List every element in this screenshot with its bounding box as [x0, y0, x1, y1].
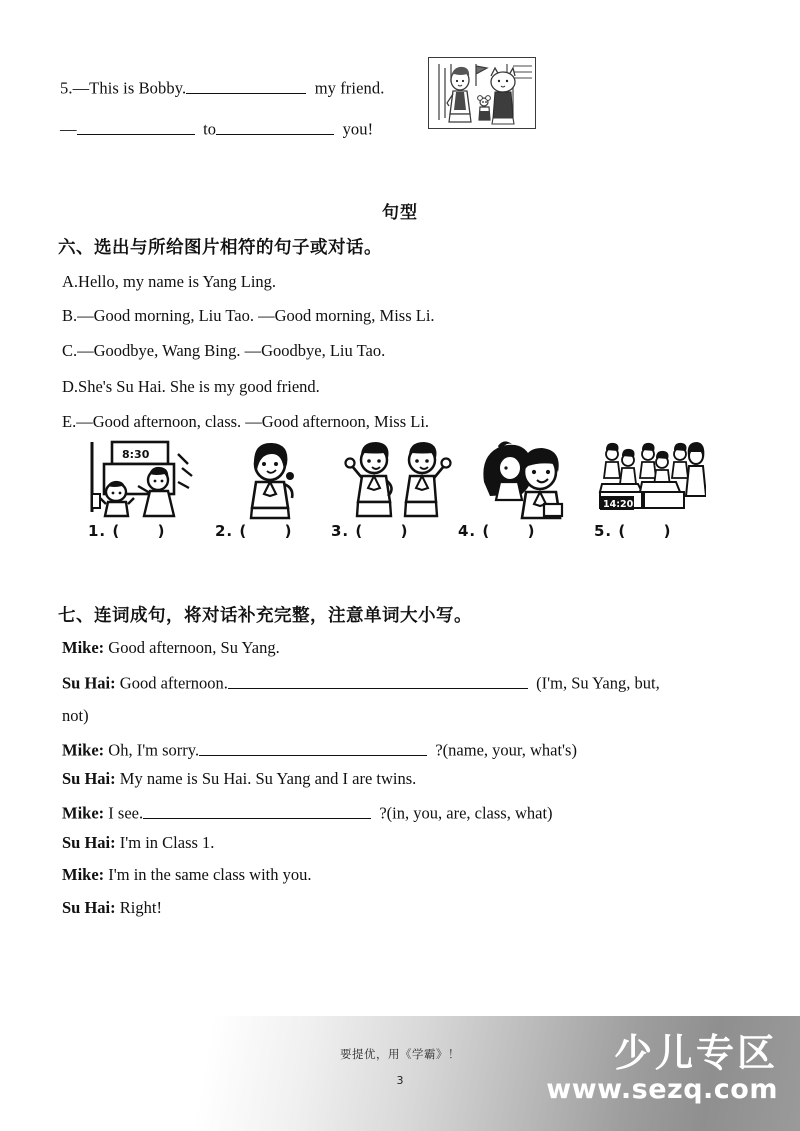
exercise-5-line-1	[60, 76, 384, 98]
dialogue-speaker: Mike:	[62, 638, 105, 657]
answer-slot-1-close: )	[157, 522, 166, 540]
em-dash: —	[60, 119, 77, 139]
answer-slot-4-number: 4.	[458, 522, 477, 540]
dialogue-text: Oh, I'm sorry.	[108, 740, 200, 760]
dialogue-line-8	[62, 898, 162, 918]
exercise-5-line-1-suffix: my friend.	[314, 78, 385, 98]
dialogue-word-bank: ?(name, your, what's)	[435, 740, 577, 760]
option-a: A.Hello, my name is Yang Ling.	[62, 272, 277, 291]
two-girls-friends-icon	[478, 438, 578, 520]
dialogue-line-5	[62, 801, 553, 824]
option-e: E.—Good afternoon, class. —Good afternoon, Miss Li.	[62, 412, 430, 431]
answer-slot-2-open: (	[239, 522, 248, 540]
dialogue-word-bank: (I'm, Su Yang, but,	[536, 673, 660, 693]
answer-slot-5-number: 5.	[594, 522, 613, 540]
watermark-brand: 少儿专区	[613, 1031, 778, 1075]
answer-slot-5-open: (	[618, 522, 627, 540]
section-label-sentence-patterns: 句型	[382, 203, 418, 223]
dialogue-text: I'm in the same class with you.	[108, 865, 312, 884]
girl-with-backpack-icon	[232, 438, 312, 520]
dialogue-text: not)	[62, 706, 89, 725]
answer-blank[interactable]	[199, 738, 427, 756]
classroom-afternoon-icon	[598, 438, 706, 520]
picture-panel-1	[86, 438, 210, 520]
exercise-5-line-1-prefix: 5.—This is Bobby.	[60, 78, 187, 98]
dialogue-speaker: Su Hai:	[62, 769, 116, 788]
section-6-heading: 六、选出与所给图片相符的句子或对话。	[58, 238, 382, 258]
dialogue-text: Right!	[119, 898, 162, 917]
answer-slot-4[interactable]	[458, 522, 535, 540]
exercise-5-line-2-suffix: you!	[342, 119, 374, 139]
picture-panel-3	[336, 438, 454, 520]
watermark-url: www.sezq.com	[546, 1073, 778, 1105]
dialogue-text: Good afternoon.	[119, 673, 228, 693]
dialogue-word-bank: ?(in, you, are, class, what)	[379, 803, 553, 823]
answer-slot-3-open: (	[355, 522, 364, 540]
dialogue-line-4	[62, 769, 416, 789]
dialogue-text: My name is Su Hai. Su Yang and I are twins.	[119, 769, 417, 788]
section-7-heading: 七、连词成句，将对话补充完整，注意单词大小写。	[58, 606, 472, 626]
teacher-at-blackboard-icon	[86, 438, 210, 520]
exercise-5-illustration	[428, 57, 536, 129]
clock-label-panel-5: 14:20	[603, 499, 634, 510]
answer-blank[interactable]	[186, 76, 306, 94]
dialogue-line-7	[62, 865, 312, 885]
answer-slot-1-open: (	[112, 522, 121, 540]
answer-blank[interactable]	[228, 671, 528, 689]
dialogue-speaker: Mike:	[62, 740, 105, 760]
answer-slot-5[interactable]	[594, 522, 671, 540]
two-boys-waving-goodbye-icon	[336, 438, 454, 520]
dialogue-text: Good afternoon, Su Yang.	[108, 638, 280, 657]
dialogue-line-1	[62, 638, 280, 658]
answer-slot-2-number: 2.	[215, 522, 234, 540]
answer-slot-2[interactable]	[215, 522, 292, 540]
exercise-5-line-2	[60, 117, 373, 139]
answer-slot-1-number: 1.	[88, 522, 107, 540]
dialogue-text: I'm in Class 1.	[119, 833, 215, 852]
dialogue-speaker: Mike:	[62, 803, 105, 823]
dialogue-speaker: Su Hai:	[62, 673, 116, 693]
girl-greeting-cat-and-mouse-icon	[429, 58, 535, 128]
exercise-5-line-2-mid: to	[203, 119, 217, 139]
answer-slot-4-close: )	[527, 522, 536, 540]
answer-slot-2-close: )	[284, 522, 293, 540]
dialogue-speaker: Su Hai:	[62, 898, 116, 917]
dialogue-line-2-wrap	[62, 706, 89, 726]
answer-slot-4-open: (	[482, 522, 491, 540]
dialogue-line-6	[62, 833, 214, 853]
answer-slot-5-close: )	[663, 522, 672, 540]
picture-strip	[86, 438, 706, 550]
site-watermark	[546, 1031, 778, 1105]
picture-panel-2	[232, 438, 312, 520]
dialogue-text: I see.	[108, 803, 144, 823]
option-c: C.—Goodbye, Wang Bing. —Goodbye, Liu Tao.	[62, 341, 386, 360]
dialogue-speaker: Mike:	[62, 865, 105, 884]
picture-panel-4	[478, 438, 578, 520]
answer-blank[interactable]	[143, 801, 371, 819]
answer-blank[interactable]	[77, 117, 195, 135]
dialogue-line-3	[62, 738, 577, 761]
picture-panel-5	[598, 438, 706, 520]
answer-slot-3-close: )	[400, 522, 409, 540]
footer-note: 要提优，用《学霸》！	[340, 1047, 460, 1061]
answer-blank[interactable]	[216, 117, 334, 135]
answer-slot-1[interactable]	[88, 522, 165, 540]
dialogue-speaker: Su Hai:	[62, 833, 116, 852]
answer-slot-3[interactable]	[331, 522, 408, 540]
answer-slot-3-number: 3.	[331, 522, 350, 540]
option-b: B.—Good morning, Liu Tao. —Good morning, Miss Li.	[62, 306, 435, 325]
page-number: 3	[396, 1074, 404, 1087]
option-d: D.She's Su Hai. She is my good friend.	[62, 377, 320, 396]
dialogue-line-2	[62, 671, 660, 694]
clock-label-panel-1: 8:30	[122, 448, 150, 461]
